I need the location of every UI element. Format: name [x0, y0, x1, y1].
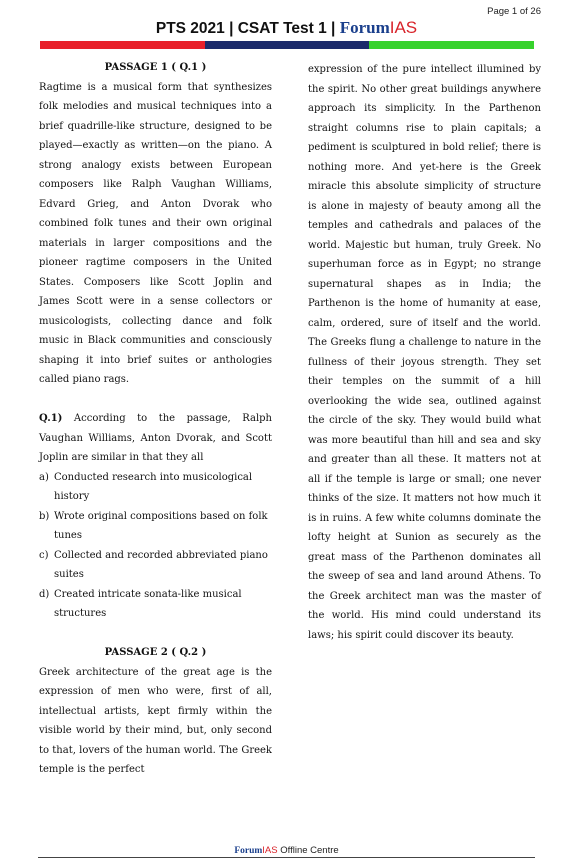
right-column	[308, 60, 541, 645]
option-letter: b)	[39, 510, 50, 522]
option-text: Collected and recorded abbreviated piano suites	[54, 549, 268, 580]
page-number: Page 1 of 26	[487, 6, 541, 17]
question1	[39, 409, 272, 468]
page-title	[0, 18, 573, 38]
footer-divider	[38, 857, 535, 858]
title-text: PTS 2021 | CSAT Test 1 |	[155, 20, 340, 37]
option-text: Wrote original compositions based on folk tunes	[54, 510, 268, 541]
left-column	[39, 58, 272, 780]
option-letter: d)	[39, 588, 50, 600]
option-d	[39, 585, 272, 624]
brand-ias-text: IAS	[389, 18, 418, 37]
option-a	[39, 468, 272, 507]
brand-forum-text: Forum	[339, 18, 390, 37]
color-bar-navy	[205, 41, 370, 49]
footer	[0, 845, 573, 856]
question1-text: According to the passage, Ralph Vaughan Williams, Anton Dvorak, and Scott Joplin are similar in that they all	[39, 413, 272, 463]
option-letter: a)	[39, 471, 49, 483]
question1-options	[39, 468, 272, 624]
passage1-text: Ragtime is a musical form that synthesizes folk melodies and musical techniques into a brief quadrille-like structure, designed to be played—exactly as written—on the piano. A strong analogy exists between European composers like Ralph Vaughan Williams, Edvard Grieg, and Anton Dvorak who combined folk tunes and their own original materials in larger compositions and the pioneer ragtime composers in the United States. Composers like Scott Joplin and James Scott were in a sense collectors or musicologists, collecting dance and folk music in Black communities and consciously shaping it into brief suites or anthologies called piano rags.	[39, 81, 272, 385]
passage2-text-right: expression of the pure intellect illumined by the spirit. No other great buildings anywhere approach its simplicity. In the Parthenon straight columns rise to plain capitals; a pediment is sculptured in bold relief; there is nothing more. And yet-here is the Greek miracle this absolute simplicity of structure is alone in majesty of beauty among all the temples and cathedrals and palaces of the world. Majestic but human, truly Greek. No superhuman force as in Egypt; no strange supernatural shapes as in India; the Parthenon is the home of humanity at ease, calm, ordered, sure of itself and the world. The Greeks flung a challenge to nature in the fullness of their joyous strength. They set their temples on the summit of a hill overlooking the wide sea, outlined against the circle of the sky. They would build what was more beautiful than hill and sea and sky and greater than all these. It matters not at all if the temple is large or small; one never thinks of the size. It matters not how much it is in ruins. A few white columns dominate the lofty height at Sunion as securely as the great mass of the Parthenon dominates all the sweep of sea and land around Athens. To the Greek architect man was the master of the world. His mind could understand its laws; his spirit could discover its beauty.	[308, 64, 541, 641]
header-color-bar	[40, 41, 534, 49]
footer-brand-forum: Forum	[234, 846, 263, 856]
footer-brand-ias: IAS	[262, 845, 278, 856]
option-text: Conducted research into musicological history	[54, 471, 253, 502]
spacer	[39, 624, 272, 644]
color-bar-red	[40, 41, 205, 49]
passage2-heading: PASSAGE 2 ( Q.2 )	[104, 647, 207, 658]
passage2-text-left: Greek architecture of the great age is the expression of men who were, first of all, intellectual artists, kept firmly within the visible world by their mind, but, only second to that, lovers of the human world. The Greek temple is the perfect	[39, 666, 272, 775]
passage1-heading: PASSAGE 1 ( Q.1 )	[104, 62, 207, 73]
color-bar-green	[369, 41, 534, 49]
option-c	[39, 546, 272, 585]
question1-label: Q.1)	[39, 413, 63, 424]
spacer	[39, 390, 272, 410]
option-letter: c)	[39, 549, 49, 561]
option-text: Created intricate sonata-like musical structures	[54, 588, 242, 619]
option-b	[39, 507, 272, 546]
footer-text: Offline Centre	[277, 845, 339, 856]
